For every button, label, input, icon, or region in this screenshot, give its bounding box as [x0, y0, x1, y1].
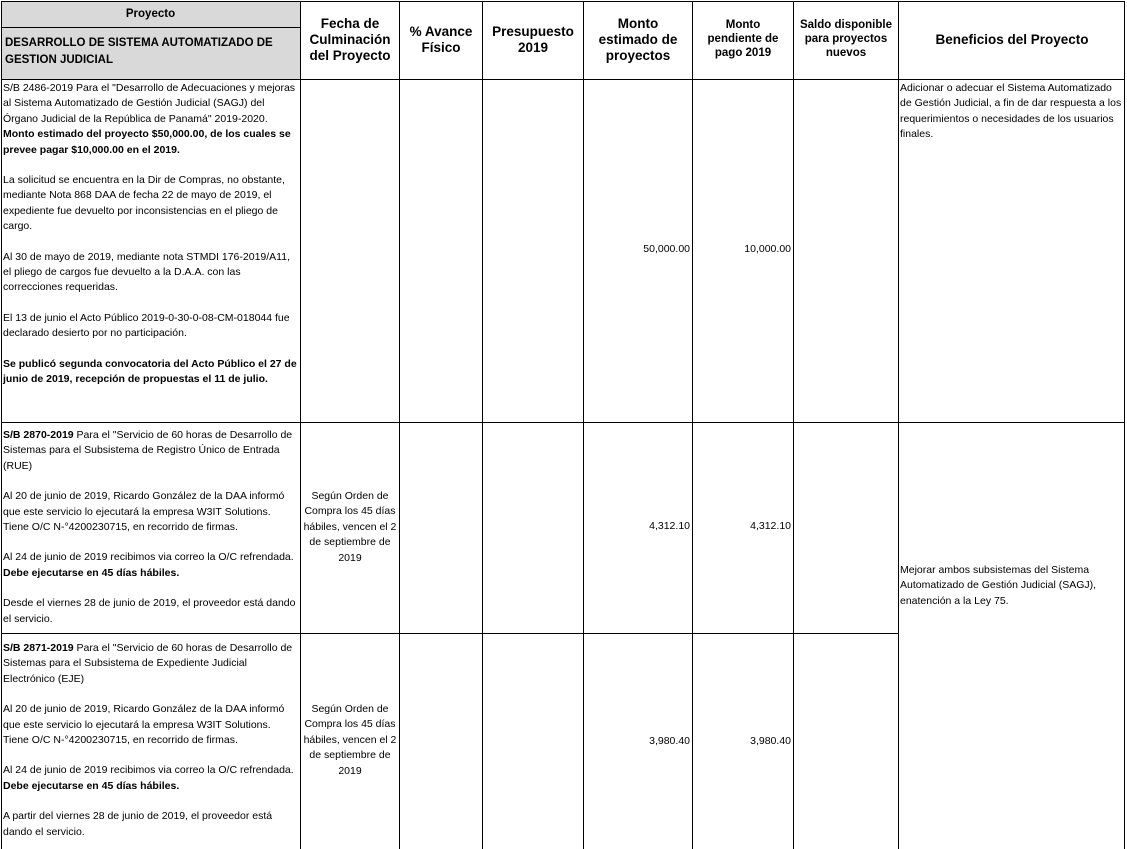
- grid-col4: [583, 1, 584, 849]
- grid-row2-bottom: [1, 633, 899, 634]
- grid-top: [1, 1, 1125, 2]
- header-avance-fisico: % Avance Físico: [409, 23, 473, 55]
- row1-monto-pendiente: 10,000.00: [744, 243, 791, 255]
- header-fecha-culminacion: Fecha de Culminación del Proyecto: [309, 15, 391, 64]
- header-monto-pendiente: Monto pendiente de pago 2019: [707, 19, 779, 59]
- row1-para-5: Se publicó segunda convocatoria del Acto Público el 27 de junio de 2019, recepción de propuestas el 11 de julio.: [3, 357, 297, 386]
- row1-para-4: El 13 de junio el Acto Público 2019-0-30-0-08-CM-018044 fue declarado desierto por no participación.: [3, 311, 290, 340]
- row1-para-2: La solicitud se encuentra en la Dir de Compras, no obstante, mediante Nota 868 DAA de fecha 22 de mayo de 2019, el expediente fue devuelto por inconsistencias en el pliego de cargo.: [3, 174, 285, 233]
- row2-fecha: Según Orden de Compra los 45 días hábiles, vencen el 2 de septiembre de 2019: [303, 490, 397, 564]
- row2-para-1: S/B 2870-2019 Para el "Servicio de 60 horas de Desarrollo de Sistemas para el Subsistema de Registro Único de Entrada (RUE): [3, 429, 293, 472]
- header-beneficios: Beneficios del Proyecto: [935, 31, 1089, 47]
- row2-para-4: Desde el viernes 28 de junio de 2019, el proveedor está dando el servicio.: [3, 597, 296, 625]
- row3-para-1: S/B 2871-2019 Para el "Servicio de 60 horas de Desarrollo de Sistemas para el Subsistema de Expediente Judicial Electrónico (EJE): [3, 642, 293, 685]
- row1-beneficios: Adicionar o adecuar el Sistema Automatizado de Gestión Judicial, a fin de dar respuesta a los requerimientos o necesidades de los usuarios finales.: [900, 82, 1122, 141]
- row3-monto-estimado: 3,980.40: [649, 735, 690, 747]
- project-table: [1, 1, 1125, 849]
- grid-right: [1124, 1, 1125, 849]
- row3-proyecto: [3, 641, 299, 840]
- row1-proyecto: [3, 81, 299, 388]
- grid-col2: [399, 1, 400, 849]
- grid-header-bottom: [1, 79, 1125, 80]
- row2-para-2: Al 20 de junio de 2019, Ricardo González de la DAA informó que este servicio lo ejecutará la empresa W3IT Solutions. Tiene O/C N-°4200230715, en recorrido de firmas.: [3, 490, 285, 534]
- row1-para-3: Al 30 de mayo de 2019, mediante nota STMDI 176-2019/A11, el pliego de cargos fue devuelto a la D.A.A. con las correcciones requeridas.: [3, 250, 290, 294]
- row2-monto-estimado: 4,312.10: [649, 520, 690, 532]
- row3-para-2: Al 20 de junio de 2019, Ricardo González de la DAA informó que este servicio lo ejecutará la empresa W3IT Solutions. Tiene O/C N-°4200230715, en recorrido de firmas.: [3, 703, 285, 747]
- row3-para-4: A partir del viernes 28 de junio de 2019, el proveedor está dando el servicio.: [3, 810, 273, 838]
- rows23-beneficios: Mejorar ambos subsistemas del Sistema Automatizado de Gestión Judicial (SAGJ), enatención a la Ley 75.: [900, 564, 1097, 607]
- row2-proyecto: [3, 428, 299, 627]
- grid-col7: [898, 1, 899, 849]
- row3-monto-pendiente: 3,980.40: [750, 735, 791, 747]
- row1-monto-estimado: 50,000.00: [643, 243, 690, 255]
- header-monto-estimado: Monto estimado de proyectos: [598, 15, 678, 64]
- grid-proyecto-split: [1, 27, 300, 28]
- grid-col5: [692, 1, 693, 849]
- grid-col1: [300, 1, 301, 849]
- row3-para-3: Al 24 de junio de 2019 recibimos via correo la O/C refrendada. Debe ejecutarse en 45 días hábiles.: [3, 764, 294, 792]
- header-presupuesto: Presupuesto 2019: [492, 23, 574, 55]
- grid-row1-bottom: [1, 422, 1125, 423]
- row3-fecha: Según Orden de Compra los 45 días hábiles, vencen el 2 de septiembre de 2019: [303, 703, 397, 777]
- header-saldo-disponible: Saldo disponible para proyectos nuevos: [799, 19, 892, 59]
- row2-para-3: Al 24 de junio de 2019 recibimos via correo la O/C refrendada. Debe ejecutarse en 45 días hábiles.: [3, 551, 294, 579]
- grid-col3: [482, 1, 483, 849]
- grid-col6: [793, 1, 794, 849]
- grid-left: [1, 1, 2, 849]
- header-proyecto-subtitle: DESARROLLO DE SISTEMA AUTOMATIZADO DE GESTION JUDICIAL: [5, 37, 273, 66]
- row2-monto-pendiente: 4,312.10: [750, 520, 791, 532]
- header-proyecto: Proyecto: [125, 8, 176, 21]
- row1-para-1: S/B 2486-2019 Para el "Desarrollo de Adecuaciones y mejoras al Sistema Automatizado de Gestión Judicial (SAGJ) del Órgano Judicial de la República de Panamá" 2019-2020. Monto estimado del proyecto $50,000.00, de los cuales se prevee pagar $10,000.00 en el 2019.: [3, 82, 296, 156]
